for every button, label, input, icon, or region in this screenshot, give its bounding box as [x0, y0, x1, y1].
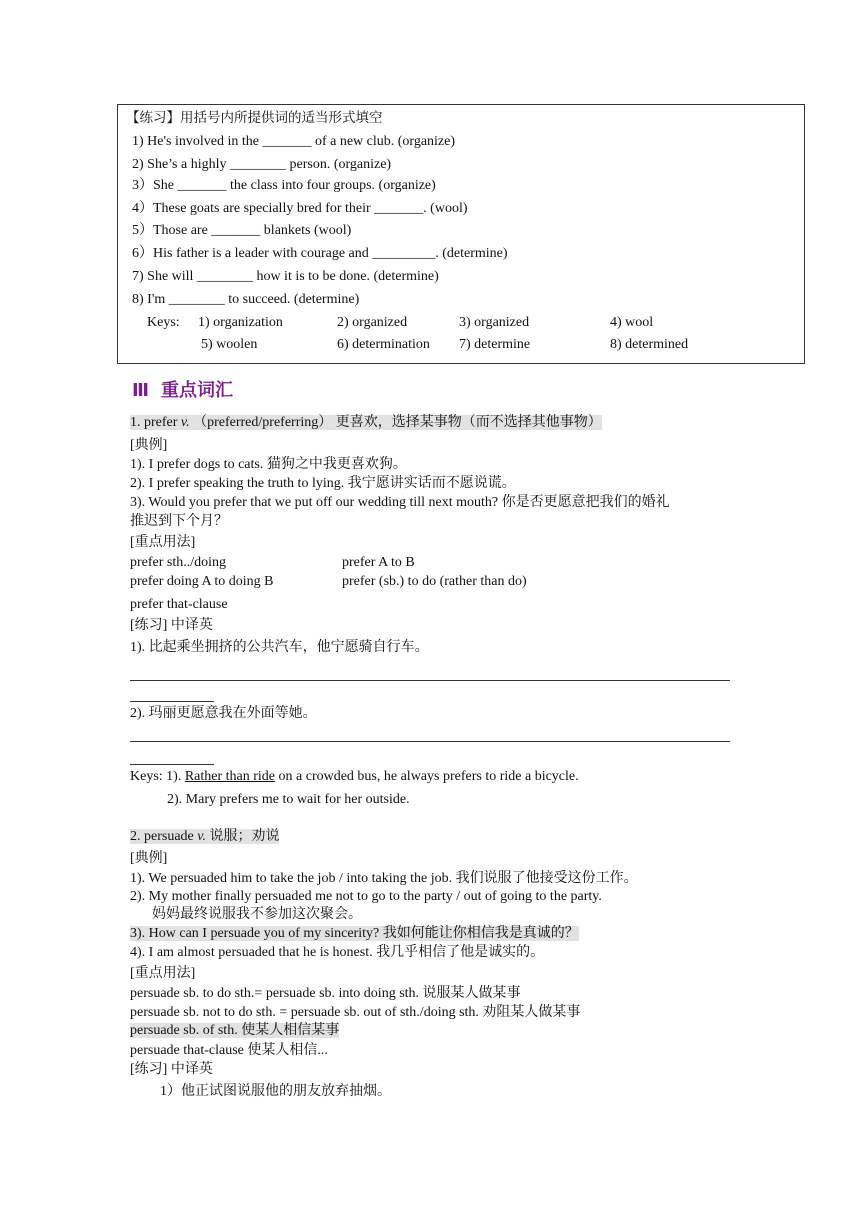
prefer-example-2: 2). I prefer speaking the truth to lying. 我宁愿讲实话而不愿说谎。	[130, 476, 516, 491]
exercise-question-3: 3）She _______ the class into four groups. (organize)	[132, 178, 436, 193]
persuade-practice-1: 1）他正试图说服他的朋友放弃抽烟。	[160, 1084, 391, 1099]
persuade-example-1: 1). We persuaded him to take the job / into taking the job. 我们说服了他接受这份工作。	[130, 871, 638, 886]
persuade-usage-3-highlight: persuade sb. of sth. 使某人相信某事	[130, 1023, 340, 1038]
exercise-key-2: 2) organized	[337, 315, 408, 330]
exercise-question-4: 4）These goats are specially bred for their _______. (wool)	[132, 201, 468, 216]
exercise-key-3: 3) organized	[459, 315, 530, 330]
exercise-question-5: 5）Those are _______ blankets (wool)	[132, 223, 352, 238]
prefer-example-1: 1). I prefer dogs to cats. 猫狗之中我更喜欢狗。	[130, 457, 407, 472]
exercise-question-2: 2) She’s a highly ________ person. (organize)	[132, 157, 392, 172]
persuade-example-2: 2). My mother finally persuaded me not to go to the party / out of going to the party.	[130, 889, 602, 904]
prefer-keys-rest: on a crowded bus, he always prefers to ride a bicycle.	[275, 769, 579, 784]
persuade-example-4: 4). I am almost persuaded that he is honest. 我几乎相信了他是诚实的。	[130, 945, 545, 960]
prefer-heading-highlight	[130, 415, 602, 430]
answer-line-2b	[130, 764, 214, 765]
exercise-question-6: 6）His father is a leader with courage and _________. (determine)	[132, 246, 508, 261]
exercise-key-8: 8) determined	[610, 337, 689, 352]
prefer-example-3-cont: 推迟到下个月？	[130, 514, 228, 529]
persuade-examples-label: [典例]	[130, 851, 168, 866]
answer-line-2	[130, 741, 730, 742]
exercise-keys-label: Keys:	[147, 315, 180, 330]
persuade-usage-2: persuade sb. not to do sth. = persuade sb. out of sth./doing sth. 劝阻某人做某事	[130, 1005, 581, 1020]
prefer-practice-2: 2). 玛丽更愿意我在外面等她。	[130, 706, 317, 721]
prefer-practice-label: [练习] 中译英	[130, 618, 213, 633]
persuade-usage-label: [重点用法]	[130, 966, 196, 981]
section-heading	[132, 376, 233, 402]
prefer-keys-underlined: Rather than ride	[184, 769, 276, 784]
prefer-heading-meaning: （preferred/preferring） 更喜欢，选择某事物（而不选择其他事物）	[189, 415, 602, 430]
prefer-usage-3: prefer doing A to doing B	[130, 574, 274, 589]
prefer-usage-1: prefer sth../doing	[130, 555, 227, 570]
prefer-heading	[130, 414, 602, 432]
prefer-keys-1	[130, 768, 579, 786]
persuade-heading-pos: v.	[197, 829, 206, 844]
answer-line-1b	[130, 701, 214, 702]
prefer-keys-2: 2). Mary prefers me to wait for her outside.	[167, 792, 410, 807]
exercise-title: 【练习】用括号内所提供词的适当形式填空	[126, 110, 383, 126]
prefer-examples-label: [典例]	[130, 438, 168, 453]
prefer-usage-5: prefer that-clause	[130, 597, 228, 612]
prefer-example-3: 3). Would you prefer that we put off our wedding till next mouth? 你是否更愿意把我们的婚礼	[130, 495, 670, 510]
persuade-heading-meaning: 说服；劝说	[205, 829, 280, 844]
persuade-usage-3	[130, 1022, 339, 1040]
persuade-example-3	[130, 925, 579, 943]
prefer-heading-word: 1. prefer	[130, 415, 181, 430]
section-number: Ⅲ	[132, 380, 150, 401]
prefer-usage-4: prefer (sb.) to do (rather than do)	[342, 574, 527, 589]
exercise-key-5: 5) woolen	[201, 337, 258, 352]
prefer-heading-pos: v.	[180, 415, 190, 430]
exercise-question-7: 7) She will ________ how it is to be done. (determine)	[132, 269, 439, 284]
persuade-example-2-translation: 妈妈最终说服我不参加这次聚会。	[152, 907, 362, 922]
prefer-keys-prefix: Keys: 1).	[130, 769, 185, 784]
exercise-key-6: 6) determination	[337, 337, 430, 352]
persuade-practice-label: [练习] 中译英	[130, 1062, 213, 1077]
persuade-example-3-highlight: 3). How can I persuade you of my sincerity? 我如何能让你相信我是真诚的？	[130, 926, 579, 941]
prefer-usage-2: prefer A to B	[342, 555, 415, 570]
persuade-usage-4: persuade that-clause 使某人相信...	[130, 1043, 328, 1058]
prefer-practice-1: 1). 比起乘坐拥挤的公共汽车，他宁愿骑自行车。	[130, 640, 429, 655]
prefer-usage-label: [重点用法]	[130, 535, 196, 550]
answer-line-1	[130, 680, 730, 681]
exercise-key-4: 4) wool	[610, 315, 654, 330]
persuade-heading-word: 2. persuade	[130, 829, 198, 844]
exercise-question-1: 1) He's involved in the _______ of a new club. (organize)	[132, 134, 456, 149]
exercise-key-7: 7) determine	[459, 337, 531, 352]
persuade-heading	[130, 828, 279, 846]
persuade-heading-highlight	[130, 829, 279, 844]
section-title: 重点词汇	[161, 380, 234, 401]
exercise-question-8: 8) I'm ________ to succeed. (determine)	[132, 292, 360, 307]
exercise-key-1: 1) organization	[198, 315, 283, 330]
persuade-usage-1: persuade sb. to do sth.= persuade sb. into doing sth. 说服某人做某事	[130, 986, 521, 1001]
